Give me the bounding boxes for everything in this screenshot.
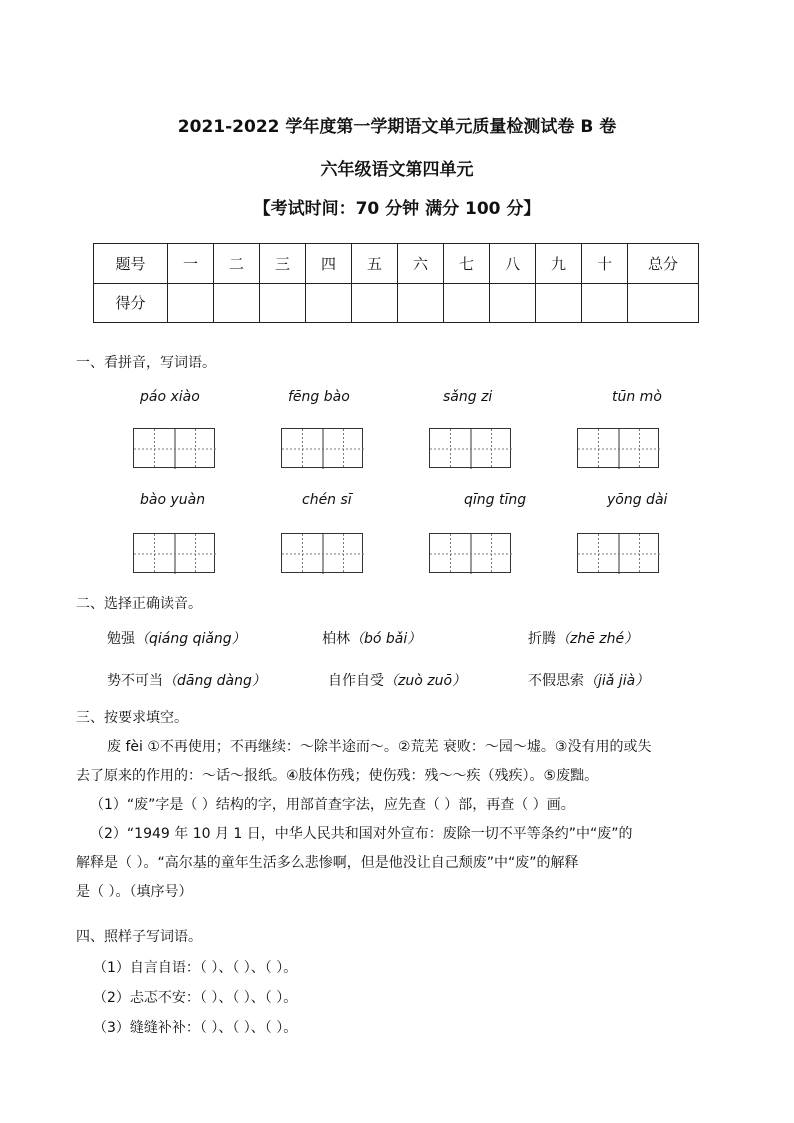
score-cell[interactable]	[490, 283, 536, 323]
score-cell[interactable]	[536, 283, 582, 323]
score-header-cell: 九	[536, 244, 582, 284]
reading-choice-item	[107, 670, 266, 690]
choice-word: 自作自受	[328, 673, 384, 689]
score-cell[interactable]	[260, 283, 306, 323]
score-table-score-row	[94, 283, 699, 323]
word-pattern-item: （1）自言自语：（ ）、（ ）、（ ）。	[93, 960, 298, 976]
section1-title: 一、看拼音，写词语。	[76, 355, 216, 371]
score-cell[interactable]	[306, 283, 352, 323]
pinyin-label: páo xiào	[140, 389, 200, 405]
reading-choice-item	[322, 628, 421, 648]
score-cell[interactable]	[398, 283, 444, 323]
word-pattern-item: （2）忐忑不安：（ ）、（ ）、（ ）。	[93, 990, 298, 1006]
entry-definition: ①不再使用；不再继续：～除半途而～。②荒芜 衰败：～园～墟。③没有用的或失	[147, 739, 652, 755]
score-header-cell: 十	[582, 244, 628, 284]
writing-grid[interactable]	[133, 533, 215, 573]
entry-word: 废	[107, 739, 121, 755]
writing-grid[interactable]	[429, 428, 511, 468]
question-3-2-cont: 解释是（ ）。“高尔基的童年生活多么悲惨啊，但是他没让自己颓废”中“废”的解释	[76, 855, 579, 871]
score-header-cell: 题号	[94, 244, 168, 284]
reading-choice-item	[528, 670, 649, 690]
score-cell[interactable]	[628, 283, 699, 323]
pinyin-label: sǎng zi	[443, 389, 493, 405]
choice-options[interactable]: （bó bǎi）	[350, 631, 422, 647]
score-header-cell: 五	[352, 244, 398, 284]
writing-grid[interactable]	[577, 533, 659, 573]
choice-word: 勉强	[107, 631, 135, 647]
writing-grid[interactable]	[133, 428, 215, 468]
dictionary-entry	[76, 733, 718, 907]
choice-options[interactable]: （qiáng qiǎng）	[135, 631, 246, 647]
score-table-header-row	[94, 244, 699, 284]
score-row-label: 得分	[94, 283, 168, 323]
score-header-cell: 总分	[628, 244, 699, 284]
entry-pinyin: fèi	[125, 739, 143, 755]
section2-title: 二、选择正确读音。	[76, 596, 202, 612]
score-cell[interactable]	[444, 283, 490, 323]
score-header-cell: 二	[214, 244, 260, 284]
question-3-1: （1）“废”字是（ ）结构的字，用部首查字法，应先查（ ）部，再查（ ）画。	[90, 797, 575, 813]
choice-options[interactable]: （jiǎ jià）	[584, 673, 650, 689]
score-header-cell: 一	[168, 244, 214, 284]
score-cell[interactable]	[352, 283, 398, 323]
score-cell[interactable]	[582, 283, 628, 323]
pinyin-label: yōng dài	[607, 492, 668, 508]
writing-grid[interactable]	[281, 428, 363, 468]
choice-word: 柏林	[322, 631, 350, 647]
writing-grid[interactable]	[577, 428, 659, 468]
choice-word: 势不可当	[107, 673, 163, 689]
reading-choice-item	[107, 628, 246, 648]
question-3-2-end: 是（ ）。（填序号）	[76, 884, 193, 900]
choice-options[interactable]: （zuò zuō）	[384, 673, 467, 689]
entry-definition-cont: 去了原来的作用的：～话～报纸。④肢体伤残；使伤残：残～～疾（残疾）。⑤废黜。	[76, 768, 599, 784]
pinyin-label: fēng bào	[288, 389, 350, 405]
word-pattern-item: （3）缝缝补补：（ ）、（ ）、（ ）。	[93, 1020, 298, 1036]
dictionary-entry-line	[76, 733, 718, 762]
choice-options[interactable]: （zhē zhé）	[556, 631, 639, 647]
pinyin-label: chén sī	[302, 492, 352, 508]
score-cell[interactable]	[168, 283, 214, 323]
score-header-cell: 八	[490, 244, 536, 284]
pinyin-label: qīng tīng	[464, 492, 527, 508]
reading-choice-item	[328, 670, 466, 690]
section3-title: 三、按要求填空。	[76, 710, 188, 726]
writing-grid[interactable]	[429, 533, 511, 573]
question-3-2: （2）“1949 年 10 月 1 日，中华人民共和国对外宣布：废除一切不平等条约”中“废”的	[90, 826, 633, 842]
score-table	[93, 243, 699, 323]
score-cell[interactable]	[214, 283, 260, 323]
exam-title: 2021-2022 学年度第一学期语文单元质量检测试卷 B 卷	[177, 117, 617, 137]
choice-word: 折腾	[528, 631, 556, 647]
section4-title: 四、照样子写词语。	[76, 929, 202, 945]
score-header-cell: 七	[444, 244, 490, 284]
score-header-cell: 六	[398, 244, 444, 284]
choice-word: 不假思索	[528, 673, 584, 689]
pinyin-label: bào yuàn	[140, 492, 206, 508]
exam-info: 【考试时间：70 分钟 满分 100 分】	[253, 199, 541, 219]
score-header-cell: 四	[306, 244, 352, 284]
writing-grid[interactable]	[281, 533, 363, 573]
score-header-cell: 三	[260, 244, 306, 284]
reading-choice-item	[528, 628, 638, 648]
pinyin-label: tūn mò	[612, 389, 662, 405]
exam-subtitle: 六年级语文第四单元	[320, 160, 474, 180]
choice-options[interactable]: （dāng dàng）	[163, 673, 266, 689]
